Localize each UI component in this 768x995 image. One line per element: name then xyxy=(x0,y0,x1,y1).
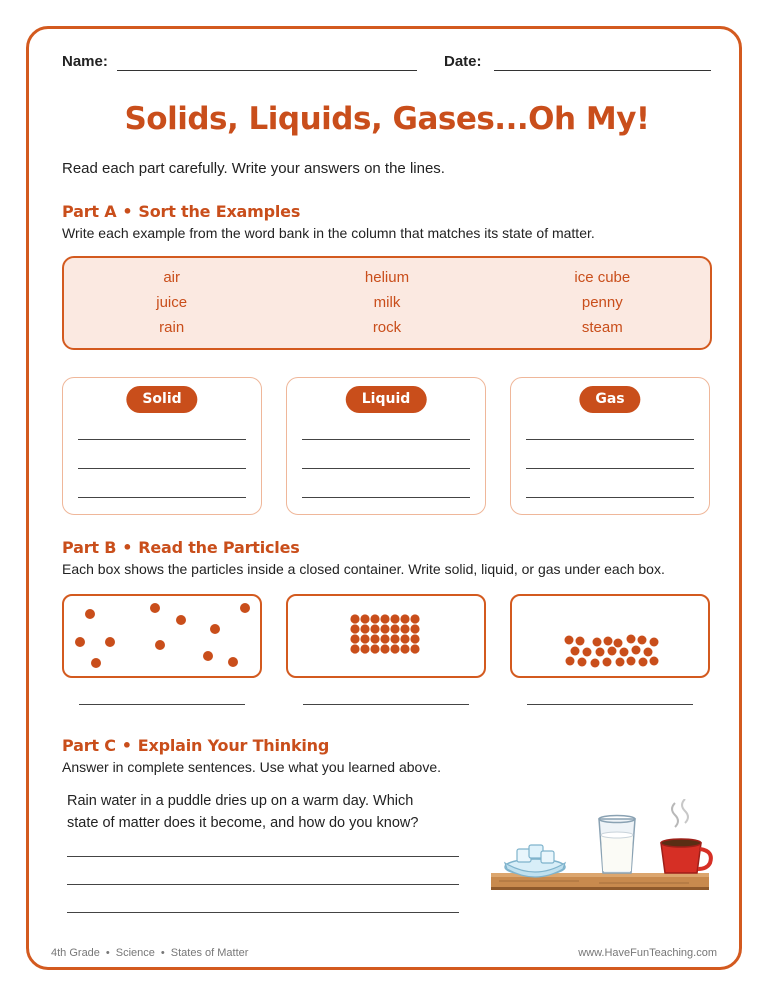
part-b-heading xyxy=(62,538,300,557)
answer-line[interactable] xyxy=(302,468,470,469)
written-answer-line[interactable] xyxy=(67,884,459,885)
particle-box-solid xyxy=(286,594,486,678)
particle-answer-line[interactable] xyxy=(303,704,469,705)
part-c-subtitle: Answer in complete sentences. Use what you learned above. xyxy=(62,759,441,775)
particle-answer-line[interactable] xyxy=(79,704,245,705)
name-label: Name: xyxy=(62,53,108,70)
part-a-subtitle: Write each example from the word bank in the column that matches its state of matter. xyxy=(62,225,595,241)
part-b-label: Part B xyxy=(62,538,117,557)
answer-line[interactable] xyxy=(78,497,246,498)
word-bank-item: air xyxy=(163,269,180,286)
question-line-1: Rain water in a puddle dries up on a warm day. Which xyxy=(67,793,414,809)
word-bank-item: milk xyxy=(373,294,401,311)
part-c-title: Explain Your Thinking xyxy=(137,736,330,755)
answer-line[interactable] xyxy=(526,439,694,440)
word-bank-item: ice cube xyxy=(574,269,631,286)
part-c-heading xyxy=(62,736,329,755)
bullet-icon: • xyxy=(105,947,110,959)
solid-particles-icon xyxy=(288,596,486,678)
footer-subject: Science xyxy=(115,947,155,959)
instructions: Read each part carefully. Write your answers on the lines. xyxy=(62,160,445,177)
particle-answer-line[interactable] xyxy=(527,704,693,705)
word-bank-item: juice xyxy=(156,294,188,311)
answer-line[interactable] xyxy=(302,439,470,440)
liquid-heading: Liquid xyxy=(346,386,427,413)
bullet-icon: • xyxy=(160,947,165,959)
part-b-title: Read the Particles xyxy=(138,538,300,557)
footer-grade: 4th Grade xyxy=(51,947,100,959)
liquid-column xyxy=(286,377,486,515)
gas-column xyxy=(510,377,710,515)
bullet-icon: • xyxy=(121,736,132,755)
part-b-subtitle: Each box shows the particles inside a closed container. Write solid, liquid, or gas under each box. xyxy=(62,561,665,577)
part-c-label: Part C xyxy=(62,736,116,755)
bullet-icon: • xyxy=(122,202,133,221)
gas-heading: Gas xyxy=(579,386,640,413)
ice-cube-bowl-icon xyxy=(505,845,565,877)
part-a-heading xyxy=(62,202,300,221)
states-of-matter-illustration xyxy=(489,799,714,909)
answer-line[interactable] xyxy=(526,468,694,469)
part-a-label: Part A xyxy=(62,202,117,221)
date-line[interactable] xyxy=(494,70,711,71)
word-bank-item: rock xyxy=(372,319,402,336)
footer-website[interactable]: www.HaveFunTeaching.com xyxy=(578,947,717,959)
word-bank-item: helium xyxy=(364,269,410,286)
footer-tags xyxy=(51,947,248,959)
answer-line[interactable] xyxy=(78,468,246,469)
date-label: Date: xyxy=(444,53,482,70)
footer-topic: States of Matter xyxy=(170,947,249,959)
answer-line[interactable] xyxy=(302,497,470,498)
written-answer-line[interactable] xyxy=(67,912,459,913)
worksheet-page xyxy=(26,26,742,970)
part-a-title: Sort the Examples xyxy=(138,202,301,221)
particle-box-gas xyxy=(62,594,262,678)
gas-particles-icon xyxy=(64,596,262,678)
word-bank xyxy=(62,256,712,350)
solid-column xyxy=(62,377,262,515)
question-line-2: state of matter does it become, and how do you know? xyxy=(67,815,419,831)
page-title: Solids, Liquids, Gases...Oh My! xyxy=(124,101,650,137)
word-bank-item: rain xyxy=(159,319,185,336)
word-bank-item: penny xyxy=(581,294,623,311)
solid-heading: Solid xyxy=(126,386,197,413)
answer-line[interactable] xyxy=(526,497,694,498)
milk-glass-icon xyxy=(599,816,635,874)
question-text xyxy=(67,790,418,834)
liquid-particles-icon xyxy=(512,596,710,678)
name-line[interactable] xyxy=(117,70,417,71)
word-bank-item: steam xyxy=(581,319,623,336)
hot-drink-mug-icon xyxy=(661,799,711,873)
bullet-icon: • xyxy=(122,538,133,557)
particle-box-liquid xyxy=(510,594,710,678)
written-answer-line[interactable] xyxy=(67,856,459,857)
answer-line[interactable] xyxy=(78,439,246,440)
